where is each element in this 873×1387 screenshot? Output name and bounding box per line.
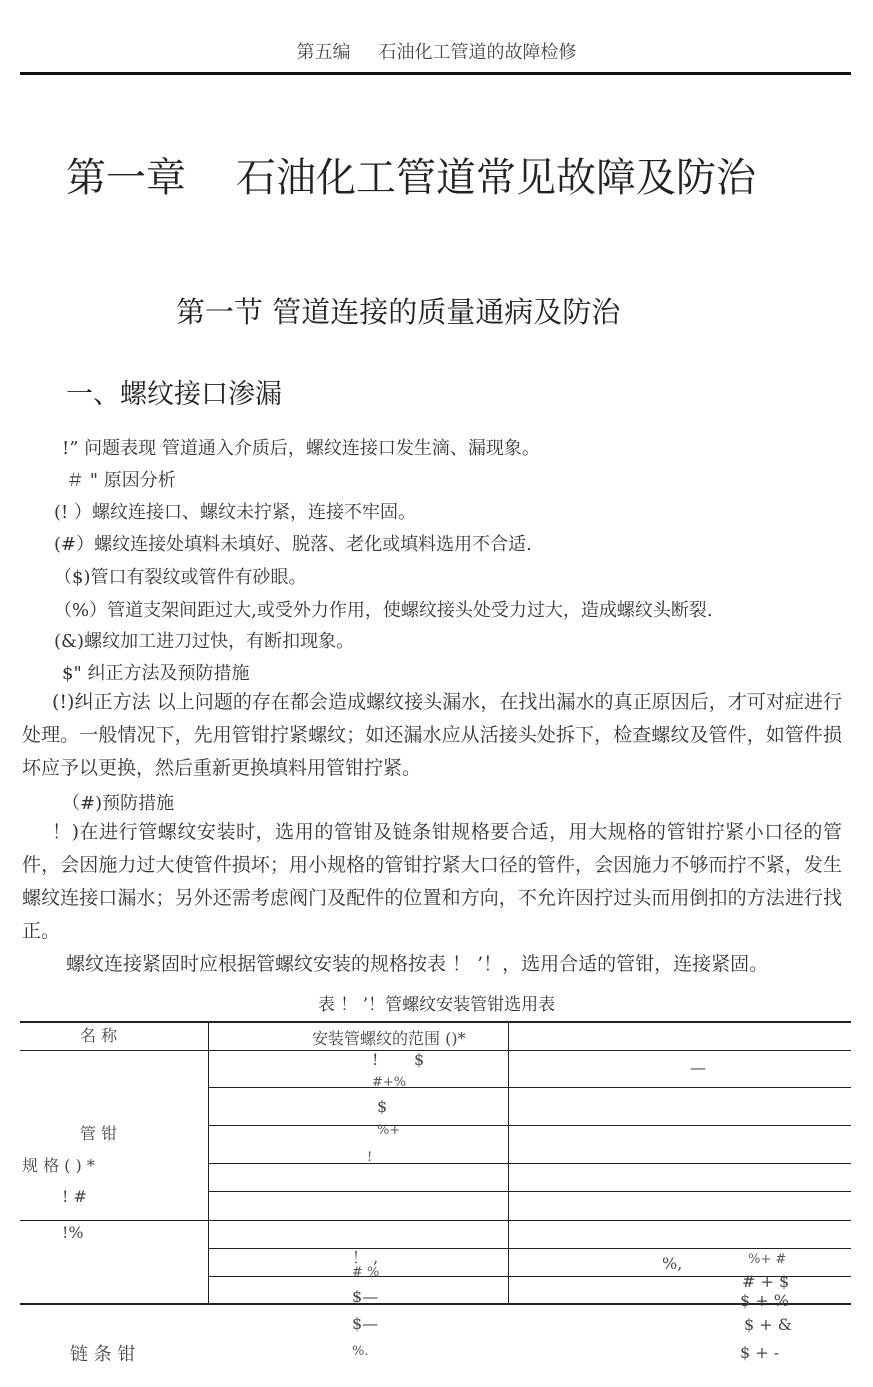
text-line: !” 问题表现 管道通入介质后，螺纹连接口发生滴、漏现象。: [62, 438, 540, 459]
table-cell: $ + %: [740, 1291, 789, 1310]
table-cell: # %: [352, 1265, 380, 1280]
header-part: 第五编: [296, 42, 351, 63]
header-title: 石油化工管道的故障检修: [378, 42, 577, 63]
table-section-rule: [20, 1303, 851, 1305]
table-col-rule: [508, 1021, 509, 1303]
table-row-rule: [208, 1087, 851, 1088]
table-row-rule: [208, 1163, 851, 1164]
row-label: ! #: [62, 1187, 87, 1206]
table-cell: —: [690, 1058, 706, 1077]
table-row-rule: [20, 1220, 851, 1221]
table-cell: #+%: [372, 1075, 407, 1090]
text-line: (&)螺纹加工进刀过快，有断扣现象。: [54, 631, 355, 652]
row-label: 规 格 ( ) *: [22, 1156, 95, 1175]
table-caption: 表 ！ ’！管螺纹安装管钳选用表: [317, 995, 556, 1015]
chapter-title: [66, 146, 756, 203]
table-cell: %+ #: [748, 1252, 787, 1267]
text-line: (#）螺纹连接处填料未填好、脱落、老化或填料选用不合适.: [54, 534, 532, 555]
section-title: 第一节 管道连接的质量通病及防治: [176, 295, 621, 329]
chapter-name: 石油化工管道常见故障及防治: [236, 155, 756, 201]
table-cell: $—: [352, 1314, 379, 1333]
table-cell: $: [414, 1050, 425, 1069]
table-cell: $—: [352, 1287, 379, 1306]
subsection-title: 一、螺纹接口渗漏: [66, 379, 282, 410]
paragraph: ！)在进行管螺纹安装时，选用的管钳及链条钳规格要合适，用大规格的管钳拧紧小口径的管件，会因施力过大使管件损坏；用小规格的管钳拧紧大口径的管件，会因施力不够而拧不紧，发生螺纹连接口漏水；另外还需考虑阀门及配件的位置和方向，不允许因拧过头而用倒扣的方法进行找正。: [22, 821, 842, 942]
text-line: 螺纹连接紧固时应根据管螺纹安装的规格按表 ！ ’！，选用合适的管钳，连接紧固。: [66, 953, 769, 975]
row-label: !%: [62, 1223, 84, 1242]
table-cell: %,: [662, 1254, 683, 1273]
table-cell: !: [372, 1050, 379, 1069]
table-row-rule: [208, 1248, 851, 1249]
header-rule: [20, 72, 851, 75]
table-cell: %.: [352, 1344, 369, 1359]
table-cell: $: [377, 1097, 388, 1116]
paragraph: (!)纠正方法 以上问题的存在都会造成螺纹接头漏水，在找出漏水的真正原因后，才可对症进行处理。一般情况下，先用管钳拧紧螺纹；如还漏水应从活接头处拆下，检查螺纹及管件，如管件损坏应予以更换，然后重新更换填料用管钳拧紧。: [22, 691, 842, 779]
table-header-rule: [20, 1050, 851, 1051]
row-label: 管 钳: [80, 1124, 118, 1143]
table-header-name: 名 称: [80, 1026, 118, 1045]
table-cell: # + $: [742, 1272, 790, 1291]
text-line: $" 纠正方法及预防措施: [62, 663, 250, 684]
table-cell: !: [367, 1150, 373, 1165]
table-top-rule: [20, 1021, 851, 1023]
table-cell: $ + &: [744, 1315, 792, 1334]
table-row-rule: [208, 1125, 851, 1126]
table-cell: $ + -: [740, 1343, 780, 1362]
row-label: 链 条 钳: [70, 1344, 136, 1365]
running-header: [0, 38, 873, 64]
table-row-rule: [208, 1191, 851, 1192]
chapter-label: 第一章: [66, 155, 186, 201]
text-line: （#)预防措施: [62, 793, 175, 814]
text-line: （$)管口有裂纹或管件有砂眼。: [54, 567, 307, 588]
table-cell: ！ ,: [352, 1248, 379, 1267]
table-col-rule: [208, 1021, 209, 1303]
text-line: ＃ " 原因分析: [66, 470, 176, 491]
text-line: （%）管道支架间距过大,或受外力作用，使螺纹接头处受力过大，造成螺纹头断裂.: [54, 600, 713, 621]
text-line: (! ）螺纹连接口、螺纹未拧紧，连接不牢固。: [54, 502, 416, 523]
table-header-range: 安装管螺纹的范围 ()*: [312, 1029, 466, 1048]
table-cell: %+: [377, 1123, 401, 1138]
